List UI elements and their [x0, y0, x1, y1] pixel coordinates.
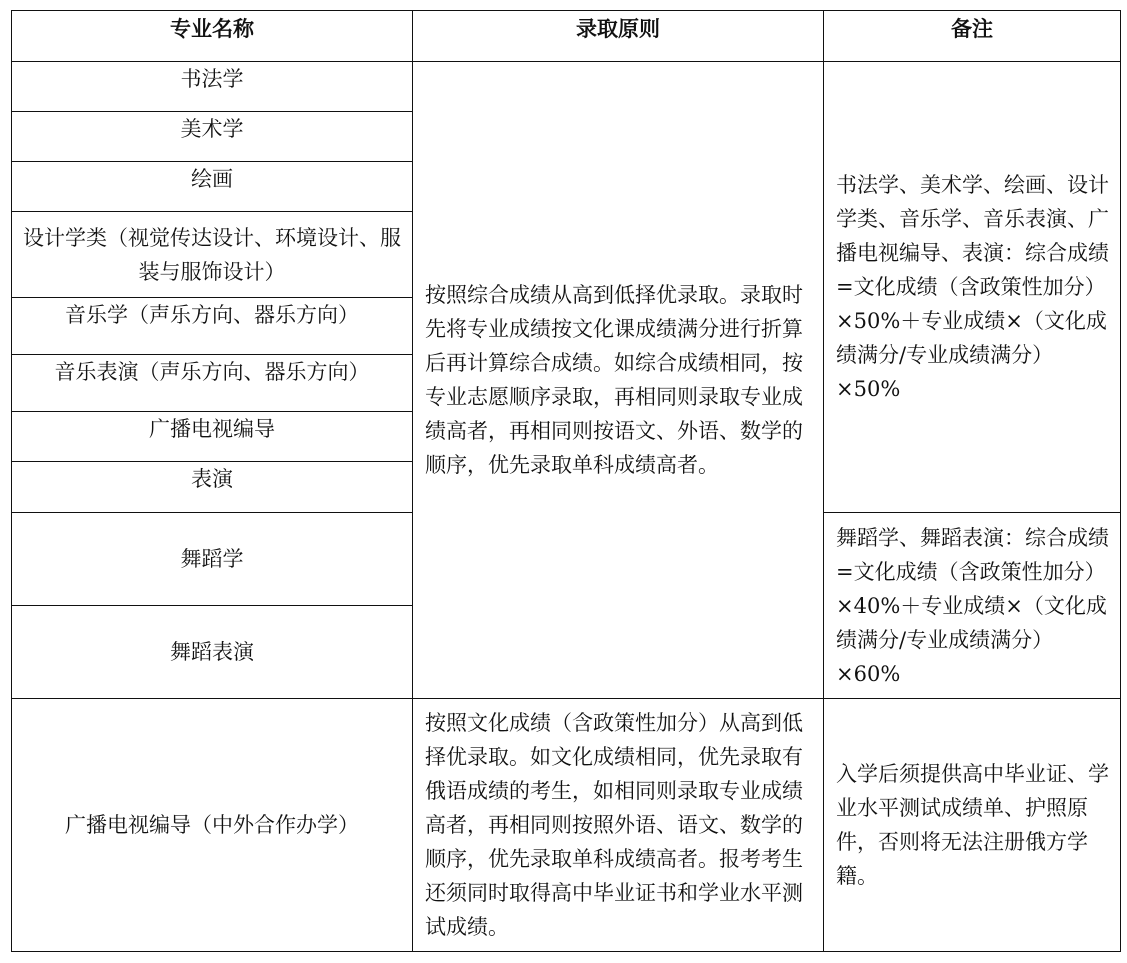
- header-row: [12, 11, 1121, 62]
- major-cell: 舞蹈表演: [12, 606, 413, 699]
- major-cell: 舞蹈学: [12, 513, 413, 606]
- major-cell: 音乐学（声乐方向、器乐方向）: [12, 298, 413, 355]
- major-cell: 美术学: [12, 112, 413, 162]
- major-cell: 表演: [12, 462, 413, 513]
- table-row: [12, 699, 1121, 952]
- header-rule: 录取原则: [413, 11, 824, 62]
- major-cell: 设计学类（视觉传达设计、环境设计、服装与服饰设计）: [12, 212, 413, 298]
- note-cell-dance: 舞蹈学、舞蹈表演：综合成绩=文化成绩（含政策性加分）×40%＋专业成绩×（文化成绩满分/专业成绩满分）×60%: [824, 513, 1121, 699]
- note-cell-arts: 书法学、美术学、绘画、设计学类、音乐学、音乐表演、广播电视编导、表演：综合成绩=文化成绩（含政策性加分）×50%＋专业成绩×（文化成绩满分/专业成绩满分）×50%: [824, 62, 1121, 513]
- header-note: 备注: [824, 11, 1121, 62]
- major-cell: 音乐表演（声乐方向、器乐方向）: [12, 355, 413, 412]
- header-major: 专业名称: [12, 11, 413, 62]
- table-row: [12, 62, 1121, 112]
- major-cell: 广播电视编导: [12, 412, 413, 462]
- major-cell: 书法学: [12, 62, 413, 112]
- note-cell-joint: 入学后须提供高中毕业证、学业水平测试成绩单、护照原件，否则将无法注册俄方学籍。: [824, 699, 1121, 952]
- major-cell: 绘画: [12, 162, 413, 212]
- admission-table: [11, 10, 1121, 952]
- rule-cell-arts: 按照综合成绩从高到低择优录取。录取时先将专业成绩按文化课成绩满分进行折算后再计算综合成绩。如综合成绩相同，按专业志愿顺序录取，再相同则录取专业成绩高者，再相同则按语文、外语、数学的顺序，优先录取单科成绩高者。: [413, 62, 824, 699]
- rule-cell-joint: 按照文化成绩（含政策性加分）从高到低择优录取。如文化成绩相同，优先录取有俄语成绩的考生，如相同则录取专业成绩高者，再相同则按照外语、语文、数学的顺序，优先录取单科成绩高者。报考考生还须同时取得高中毕业证书和学业水平测试成绩。: [413, 699, 824, 952]
- major-cell: 广播电视编导（中外合作办学）: [12, 699, 413, 952]
